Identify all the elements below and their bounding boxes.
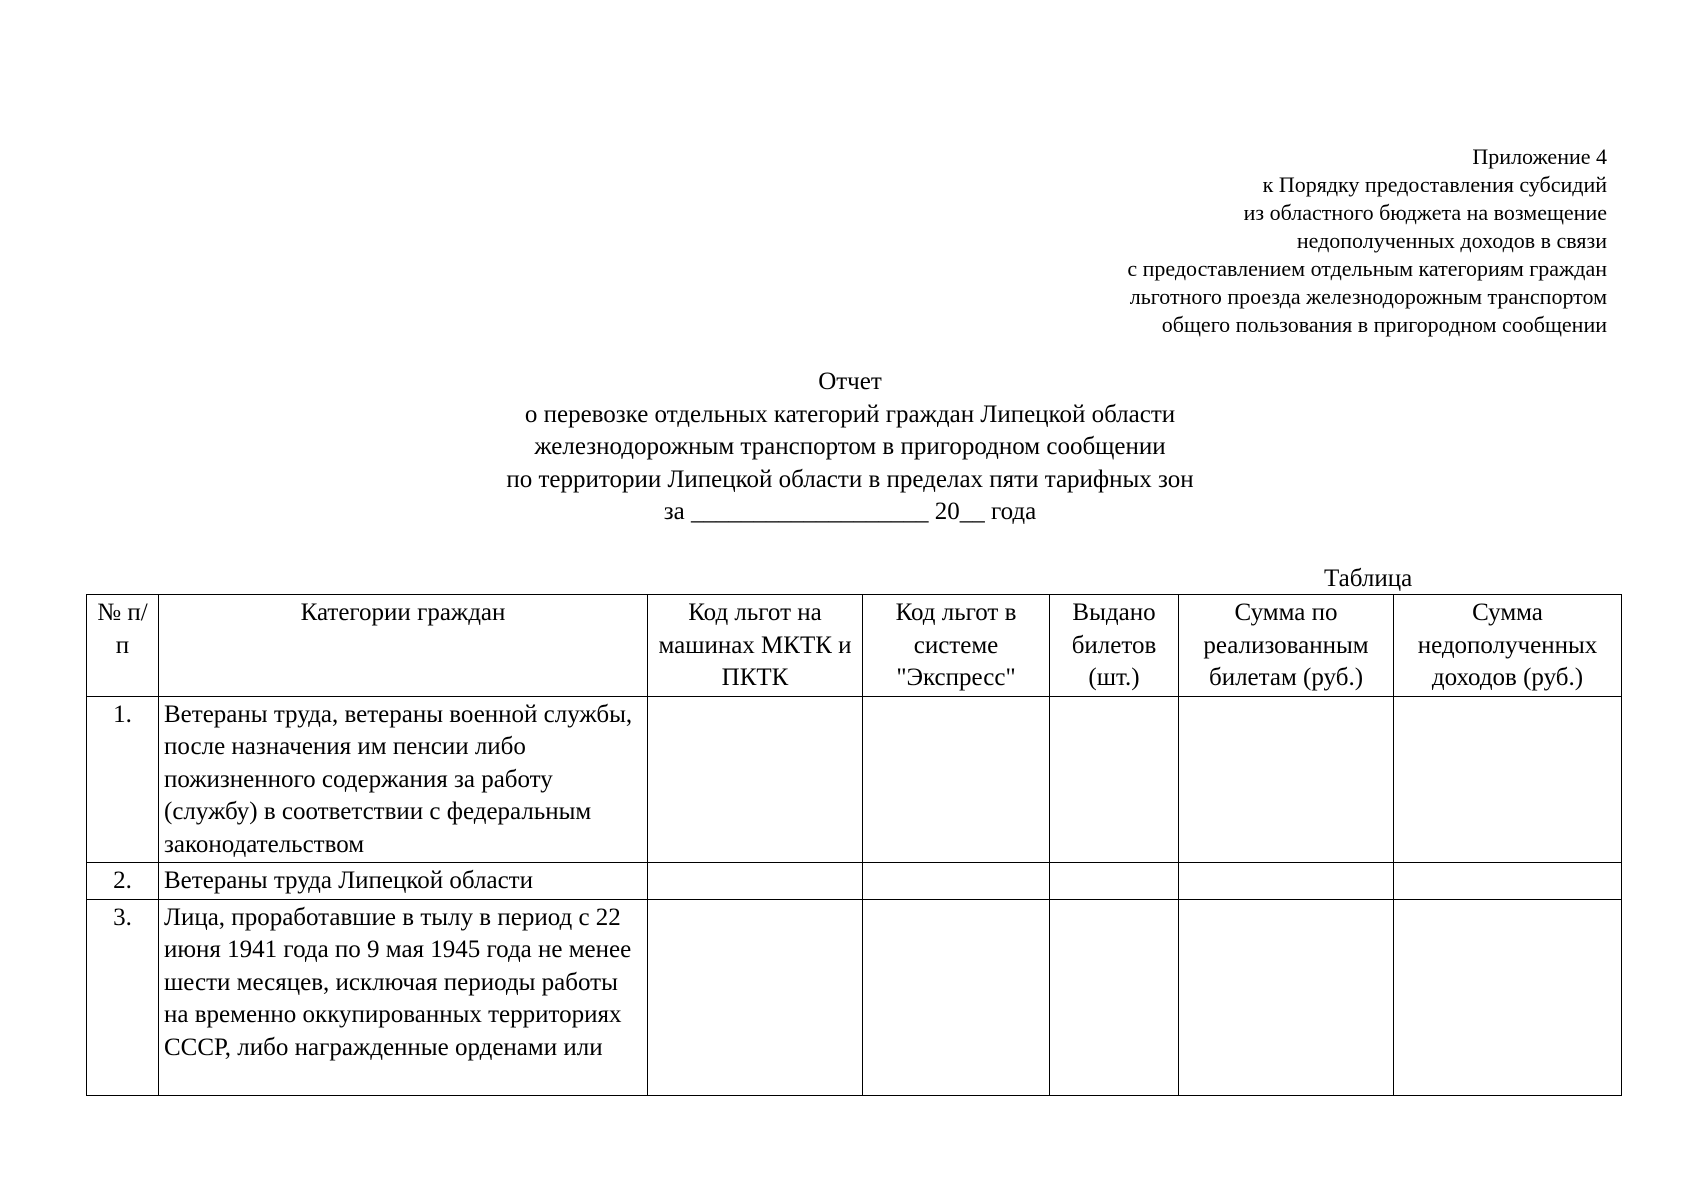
column-header-express-code: Код льгот в системе "Экспресс": [863, 595, 1050, 697]
cell-sum-sold[interactable]: [1179, 696, 1394, 863]
appendix-line: общего пользования в пригородном сообщении: [1161, 312, 1607, 337]
row-category: Ветераны труда Липецкой области: [159, 863, 648, 900]
appendix-line: к Порядку предоставления субсидий: [1262, 172, 1607, 197]
row-number: 1.: [87, 696, 159, 863]
appendix-line: из областного бюджета на возмещение: [1243, 200, 1607, 225]
table-row: [87, 899, 1622, 1095]
title-line: Отчет: [818, 368, 882, 395]
column-header-sum-lost: Сумма недополученных доходов (руб.): [1394, 595, 1622, 697]
row-category: Ветераны труда, ветераны военной службы, после назначения им пенсии либо пожизненного содержания за работу (службу) в соответствии с федеральным законодательством: [159, 696, 648, 863]
row-number: 3.: [87, 899, 159, 1095]
title-period-line: за ___________________ 20__ года: [663, 498, 1037, 525]
cell-mktk-code[interactable]: [648, 863, 863, 900]
cell-sum-sold[interactable]: [1179, 863, 1394, 900]
cell-mktk-code[interactable]: [648, 899, 863, 1095]
cell-tickets[interactable]: [1050, 899, 1179, 1095]
cell-tickets[interactable]: [1050, 863, 1179, 900]
column-header-tickets: Выдано билетов (шт.): [1050, 595, 1179, 697]
appendix-line: льготного проезда железнодорожным транспортом: [1129, 284, 1607, 309]
table-caption: Таблица: [1324, 565, 1413, 592]
cell-sum-lost[interactable]: [1394, 696, 1622, 863]
column-header-sum-sold: Сумма по реализованным билетам (руб.): [1179, 595, 1394, 697]
table-header-row: [87, 595, 1622, 697]
title-line: о перевозке отдельных категорий граждан Липецкой области: [524, 400, 1176, 428]
title-line: железнодорожным транспортом в пригородном сообщении: [534, 433, 1166, 460]
row-category: Лица, проработавшие в тылу в период с 22 июня 1941 года по 9 мая 1945 года не менее шести месяцев, исключая периоды работы на временно оккупированных территориях СССР, либо награжденные орденами или: [159, 899, 648, 1095]
cell-express-code[interactable]: [863, 863, 1050, 900]
cell-tickets[interactable]: [1050, 696, 1179, 863]
column-header-category: Категории граждан: [159, 595, 648, 697]
appendix-line: Приложение 4: [1472, 144, 1607, 169]
appendix-reference: [1127, 143, 1607, 339]
appendix-line: с предоставлением отдельным категориям граждан: [1127, 256, 1607, 281]
table-row: [87, 696, 1622, 863]
title-line: по территории Липецкой области в пределах пяти тарифных зон: [506, 465, 1194, 493]
appendix-line: недополученных доходов в связи: [1296, 228, 1607, 253]
cell-sum-lost[interactable]: [1394, 863, 1622, 900]
column-header-number: № п/п: [87, 595, 159, 697]
cell-sum-sold[interactable]: [1179, 899, 1394, 1095]
table-row: [87, 863, 1622, 900]
report-table: [86, 594, 1622, 1096]
row-number: 2.: [87, 863, 159, 900]
column-header-mktk-code: Код льгот на машинах МКТК и ПКТК: [648, 595, 863, 697]
cell-sum-lost[interactable]: [1394, 899, 1622, 1095]
cell-express-code[interactable]: [863, 899, 1050, 1095]
report-title: [0, 366, 1694, 529]
cell-mktk-code[interactable]: [648, 696, 863, 863]
cell-express-code[interactable]: [863, 696, 1050, 863]
